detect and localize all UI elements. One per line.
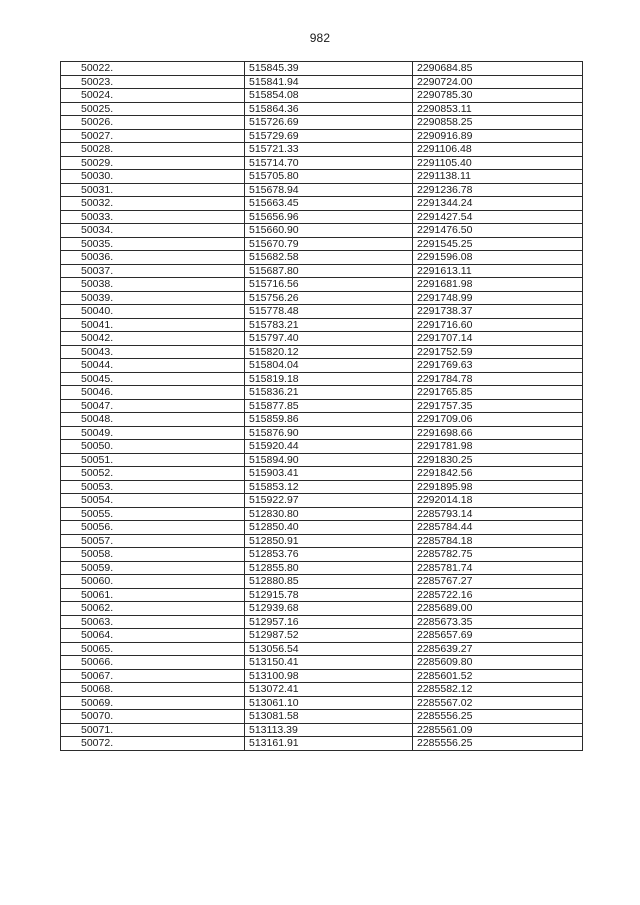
y-coordinate-cell: 2291236.78 — [413, 183, 583, 197]
y-coordinate-cell: 2291738.37 — [413, 305, 583, 319]
point-id-cell: 50067. — [61, 669, 245, 683]
table-row — [61, 332, 583, 346]
x-coordinate-cell: 515756.26 — [245, 291, 413, 305]
y-coordinate-cell: 2291613.11 — [413, 264, 583, 278]
x-coordinate-cell: 513061.10 — [245, 696, 413, 710]
point-id-cell: 50065. — [61, 642, 245, 656]
x-coordinate-cell: 515726.69 — [245, 116, 413, 130]
point-id-cell: 50052. — [61, 467, 245, 481]
point-id-cell: 50022. — [61, 62, 245, 76]
point-id-cell: 50048. — [61, 413, 245, 427]
x-coordinate-cell: 515876.90 — [245, 426, 413, 440]
point-id-cell: 50058. — [61, 548, 245, 562]
x-coordinate-cell: 515682.58 — [245, 251, 413, 265]
table-row — [61, 399, 583, 413]
y-coordinate-cell: 2285784.44 — [413, 521, 583, 535]
table-row — [61, 359, 583, 373]
table-row — [61, 413, 583, 427]
table-row — [61, 561, 583, 575]
y-coordinate-cell: 2285609.80 — [413, 656, 583, 670]
y-coordinate-cell: 2291698.66 — [413, 426, 583, 440]
x-coordinate-cell: 512987.52 — [245, 629, 413, 643]
x-coordinate-cell: 515820.12 — [245, 345, 413, 359]
point-id-cell: 50031. — [61, 183, 245, 197]
y-coordinate-cell: 2290684.85 — [413, 62, 583, 76]
point-id-cell: 50047. — [61, 399, 245, 413]
table-row — [61, 548, 583, 562]
table-row — [61, 89, 583, 103]
table-row — [61, 426, 583, 440]
y-coordinate-cell: 2291138.11 — [413, 170, 583, 184]
y-coordinate-cell: 2291757.35 — [413, 399, 583, 413]
y-coordinate-cell: 2285793.14 — [413, 507, 583, 521]
table-row — [61, 291, 583, 305]
x-coordinate-cell: 515705.80 — [245, 170, 413, 184]
table-row — [61, 467, 583, 481]
x-coordinate-cell: 513113.39 — [245, 723, 413, 737]
y-coordinate-cell: 2285781.74 — [413, 561, 583, 575]
x-coordinate-cell: 512915.78 — [245, 588, 413, 602]
y-coordinate-cell: 2285561.09 — [413, 723, 583, 737]
y-coordinate-cell: 2285657.69 — [413, 629, 583, 643]
y-coordinate-cell: 2291769.63 — [413, 359, 583, 373]
y-coordinate-cell: 2291784.78 — [413, 372, 583, 386]
table-row — [61, 386, 583, 400]
y-coordinate-cell: 2291748.99 — [413, 291, 583, 305]
x-coordinate-cell: 515894.90 — [245, 453, 413, 467]
table-row — [61, 723, 583, 737]
y-coordinate-cell: 2290858.25 — [413, 116, 583, 130]
x-coordinate-cell: 515656.96 — [245, 210, 413, 224]
x-coordinate-cell: 515670.79 — [245, 237, 413, 251]
point-id-cell: 50054. — [61, 494, 245, 508]
point-id-cell: 50057. — [61, 534, 245, 548]
table-row — [61, 116, 583, 130]
y-coordinate-cell: 2291105.40 — [413, 156, 583, 170]
point-id-cell: 50036. — [61, 251, 245, 265]
point-id-cell: 50051. — [61, 453, 245, 467]
x-coordinate-cell: 515716.56 — [245, 278, 413, 292]
table-row — [61, 683, 583, 697]
table-row — [61, 318, 583, 332]
point-id-cell: 50037. — [61, 264, 245, 278]
table-row — [61, 170, 583, 184]
y-coordinate-cell: 2285639.27 — [413, 642, 583, 656]
table-row — [61, 156, 583, 170]
point-id-cell: 50069. — [61, 696, 245, 710]
x-coordinate-cell: 515841.94 — [245, 75, 413, 89]
y-coordinate-cell: 2290785.30 — [413, 89, 583, 103]
table-row — [61, 480, 583, 494]
point-id-cell: 50043. — [61, 345, 245, 359]
x-coordinate-cell: 515819.18 — [245, 372, 413, 386]
point-id-cell: 50063. — [61, 615, 245, 629]
y-coordinate-cell: 2285722.16 — [413, 588, 583, 602]
x-coordinate-cell: 515663.45 — [245, 197, 413, 211]
y-coordinate-cell: 2290724.00 — [413, 75, 583, 89]
point-id-cell: 50030. — [61, 170, 245, 184]
point-id-cell: 50042. — [61, 332, 245, 346]
y-coordinate-cell: 2291765.85 — [413, 386, 583, 400]
x-coordinate-cell: 515797.40 — [245, 332, 413, 346]
point-id-cell: 50066. — [61, 656, 245, 670]
table-row — [61, 575, 583, 589]
table-row — [61, 197, 583, 211]
point-id-cell: 50041. — [61, 318, 245, 332]
page-number: 982 — [309, 31, 331, 45]
point-id-cell: 50032. — [61, 197, 245, 211]
table-row — [61, 237, 583, 251]
x-coordinate-cell: 515714.70 — [245, 156, 413, 170]
x-coordinate-cell: 512830.80 — [245, 507, 413, 521]
y-coordinate-cell: 2285601.52 — [413, 669, 583, 683]
table-row — [61, 75, 583, 89]
y-coordinate-cell: 2290916.89 — [413, 129, 583, 143]
table-row — [61, 102, 583, 116]
x-coordinate-cell: 513161.91 — [245, 737, 413, 751]
table-row — [61, 710, 583, 724]
table-row — [61, 251, 583, 265]
point-id-cell: 50046. — [61, 386, 245, 400]
table-row — [61, 642, 583, 656]
point-id-cell: 50071. — [61, 723, 245, 737]
table-row — [61, 615, 583, 629]
x-coordinate-cell: 513056.54 — [245, 642, 413, 656]
table-row — [61, 372, 583, 386]
point-id-cell: 50028. — [61, 143, 245, 157]
table-row — [61, 453, 583, 467]
point-id-cell: 50059. — [61, 561, 245, 575]
point-id-cell: 50053. — [61, 480, 245, 494]
table-row — [61, 656, 583, 670]
y-coordinate-cell: 2291596.08 — [413, 251, 583, 265]
point-id-cell: 50039. — [61, 291, 245, 305]
point-id-cell: 50049. — [61, 426, 245, 440]
x-coordinate-cell: 513150.41 — [245, 656, 413, 670]
y-coordinate-cell: 2292014.18 — [413, 494, 583, 508]
x-coordinate-cell: 515859.86 — [245, 413, 413, 427]
x-coordinate-cell: 515853.12 — [245, 480, 413, 494]
y-coordinate-cell: 2285556.25 — [413, 737, 583, 751]
point-id-cell: 50072. — [61, 737, 245, 751]
point-id-cell: 50070. — [61, 710, 245, 724]
point-id-cell: 50024. — [61, 89, 245, 103]
table-row — [61, 494, 583, 508]
table-row — [61, 602, 583, 616]
x-coordinate-cell: 515920.44 — [245, 440, 413, 454]
point-id-cell: 50027. — [61, 129, 245, 143]
table-row — [61, 629, 583, 643]
point-id-cell: 50056. — [61, 521, 245, 535]
point-id-cell: 50040. — [61, 305, 245, 319]
table-row — [61, 440, 583, 454]
table-row — [61, 737, 583, 751]
table-row — [61, 521, 583, 535]
table-row — [61, 264, 583, 278]
y-coordinate-cell: 2291895.98 — [413, 480, 583, 494]
y-coordinate-cell: 2285673.35 — [413, 615, 583, 629]
y-coordinate-cell: 2291476.50 — [413, 224, 583, 238]
x-coordinate-cell: 515778.48 — [245, 305, 413, 319]
point-id-cell: 50025. — [61, 102, 245, 116]
y-coordinate-cell: 2285689.00 — [413, 602, 583, 616]
y-coordinate-cell: 2285556.25 — [413, 710, 583, 724]
x-coordinate-cell: 513072.41 — [245, 683, 413, 697]
x-coordinate-cell: 515854.08 — [245, 89, 413, 103]
x-coordinate-cell: 515783.21 — [245, 318, 413, 332]
point-id-cell: 50060. — [61, 575, 245, 589]
point-id-cell: 50023. — [61, 75, 245, 89]
table-row — [61, 345, 583, 359]
point-id-cell: 50029. — [61, 156, 245, 170]
y-coordinate-cell: 2290853.11 — [413, 102, 583, 116]
table-row — [61, 224, 583, 238]
y-coordinate-cell: 2285567.02 — [413, 696, 583, 710]
x-coordinate-cell: 512850.91 — [245, 534, 413, 548]
table-row — [61, 534, 583, 548]
table-row — [61, 588, 583, 602]
x-coordinate-cell: 512939.68 — [245, 602, 413, 616]
x-coordinate-cell: 515903.41 — [245, 467, 413, 481]
y-coordinate-cell: 2291106.48 — [413, 143, 583, 157]
point-id-cell: 50062. — [61, 602, 245, 616]
point-id-cell: 50044. — [61, 359, 245, 373]
x-coordinate-cell: 515836.21 — [245, 386, 413, 400]
table-row — [61, 129, 583, 143]
table-row — [61, 62, 583, 76]
table-row — [61, 669, 583, 683]
y-coordinate-cell: 2285767.27 — [413, 575, 583, 589]
y-coordinate-cell: 2291752.59 — [413, 345, 583, 359]
y-coordinate-cell: 2291830.25 — [413, 453, 583, 467]
y-coordinate-cell: 2291781.98 — [413, 440, 583, 454]
x-coordinate-cell: 513100.98 — [245, 669, 413, 683]
table-row — [61, 305, 583, 319]
y-coordinate-cell: 2285782.75 — [413, 548, 583, 562]
coordinate-table — [60, 61, 583, 751]
y-coordinate-cell: 2291681.98 — [413, 278, 583, 292]
point-id-cell: 50050. — [61, 440, 245, 454]
point-id-cell: 50055. — [61, 507, 245, 521]
point-id-cell: 50034. — [61, 224, 245, 238]
x-coordinate-cell: 515729.69 — [245, 129, 413, 143]
table-row — [61, 507, 583, 521]
y-coordinate-cell: 2291545.25 — [413, 237, 583, 251]
y-coordinate-cell: 2291716.60 — [413, 318, 583, 332]
x-coordinate-cell: 512850.40 — [245, 521, 413, 535]
x-coordinate-cell: 515721.33 — [245, 143, 413, 157]
x-coordinate-cell: 515804.04 — [245, 359, 413, 373]
point-id-cell: 50064. — [61, 629, 245, 643]
x-coordinate-cell: 515687.80 — [245, 264, 413, 278]
y-coordinate-cell: 2291427.54 — [413, 210, 583, 224]
x-coordinate-cell: 513081.58 — [245, 710, 413, 724]
y-coordinate-cell: 2291707.14 — [413, 332, 583, 346]
x-coordinate-cell: 515660.90 — [245, 224, 413, 238]
point-id-cell: 50035. — [61, 237, 245, 251]
x-coordinate-cell: 515877.85 — [245, 399, 413, 413]
point-id-cell: 50026. — [61, 116, 245, 130]
coordinate-table-body — [61, 62, 583, 751]
y-coordinate-cell: 2291842.56 — [413, 467, 583, 481]
point-id-cell: 50038. — [61, 278, 245, 292]
y-coordinate-cell: 2291709.06 — [413, 413, 583, 427]
table-row — [61, 183, 583, 197]
x-coordinate-cell: 515922.97 — [245, 494, 413, 508]
point-id-cell: 50033. — [61, 210, 245, 224]
x-coordinate-cell: 515678.94 — [245, 183, 413, 197]
point-id-cell: 50068. — [61, 683, 245, 697]
table-row — [61, 278, 583, 292]
x-coordinate-cell: 512957.16 — [245, 615, 413, 629]
point-id-cell: 50045. — [61, 372, 245, 386]
point-id-cell: 50061. — [61, 588, 245, 602]
x-coordinate-cell: 512855.80 — [245, 561, 413, 575]
y-coordinate-cell: 2291344.24 — [413, 197, 583, 211]
x-coordinate-cell: 512853.76 — [245, 548, 413, 562]
table-row — [61, 143, 583, 157]
table-row — [61, 210, 583, 224]
table-row — [61, 696, 583, 710]
x-coordinate-cell: 515845.39 — [245, 62, 413, 76]
x-coordinate-cell: 512880.85 — [245, 575, 413, 589]
y-coordinate-cell: 2285784.18 — [413, 534, 583, 548]
y-coordinate-cell: 2285582.12 — [413, 683, 583, 697]
x-coordinate-cell: 515864.36 — [245, 102, 413, 116]
